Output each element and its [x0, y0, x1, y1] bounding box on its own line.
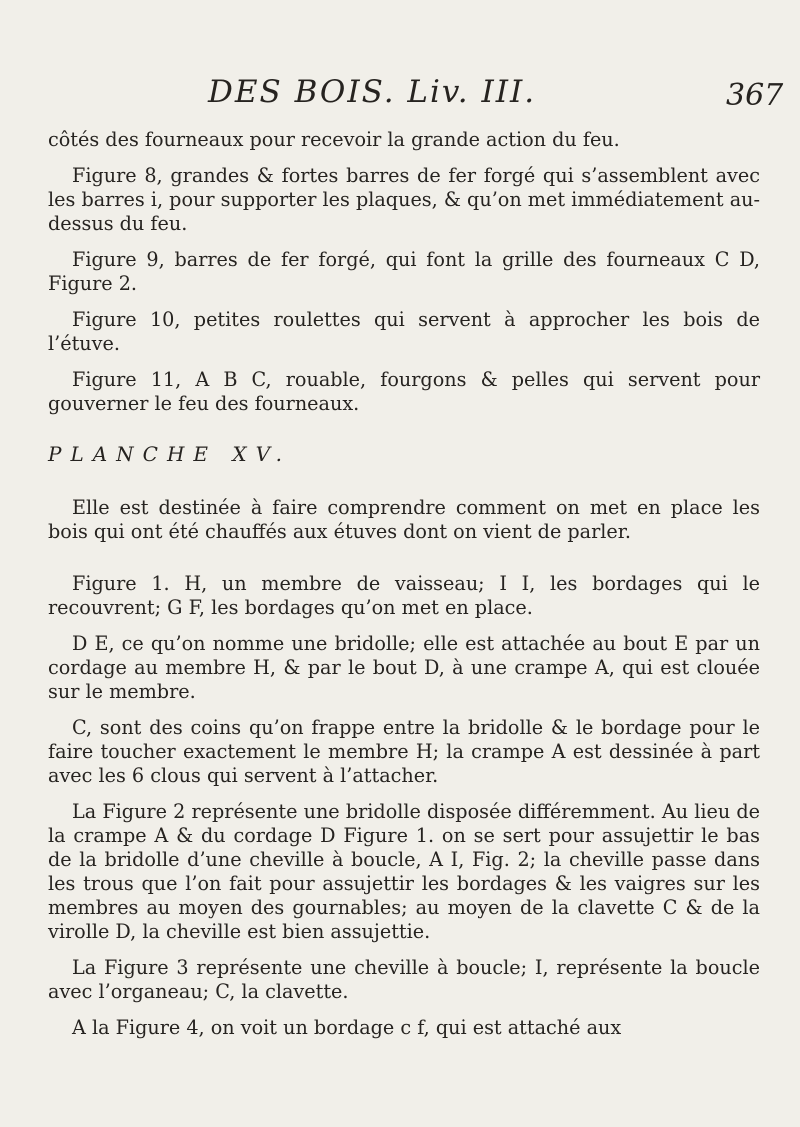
paragraph-figure-11: Figure 11, A B C, rouable, fourgons & pelles qui servent pour gouverner le feu des fourneaux. [48, 368, 760, 415]
paragraph-figure-2: La Figure 2 représente une bridolle disposée différemment. Au lieu de la crampe A & du cordage D Figure 1. on se sert pour assujettir le bas de la bridolle d’une cheville à boucle, A I, Fig. 2; la cheville passe dans les trous que l’on fait pour assujettir les bordages & les vaigres sur les membres au moyen des gournables; au moyen de la clavette C & de la virolle D, la cheville est bien assujettie. [48, 800, 760, 943]
paragraph-figure-1: Figure 1. H, un membre de vaisseau; I I, les bordages qui le recouvrent; G F, les bordages qu’on met en place. [48, 572, 760, 619]
paragraph-intro: Elle est destinée à faire comprendre comment on met en place les bois qui ont été chauffés aux étuves dont on vient de parler. [48, 496, 760, 543]
paragraph-continuation: côtés des fourneaux pour recevoir la grande action du feu. [48, 128, 620, 151]
paragraph-figure-8: Figure 8, grandes & fortes barres de fer forgé qui s’assemblent avec les barres i, pour supporter les plaques, & qu’on met immédiatement au-dessus du feu. [48, 164, 760, 235]
paragraph-figure-4: A la Figure 4, on voit un bordage c f, qui est attaché aux [72, 1016, 622, 1039]
paragraph-bridolle: D E, ce qu’on nomme une bridolle; elle est attachée au bout E par un cordage au membre H, & par le bout D, à une crampe A, qui est clouée sur le membre. [48, 632, 760, 703]
section-heading-planche-xv: PLANCHE XV. [48, 442, 291, 466]
paragraph-coins: C, sont des coins qu’on frappe entre la bridolle & le bordage pour le faire toucher exactement le membre H; la crampe A est dessinée à part avec les 6 clous qui servent à l’attacher. [48, 716, 760, 787]
running-header [0, 74, 800, 114]
paragraph-figure-10: Figure 10, petites roulettes qui servent à approcher les bois de l’étuve. [48, 308, 760, 355]
page-number: 367 [726, 78, 784, 113]
running-title: DES BOIS. Liv. III. [208, 74, 537, 110]
paragraph-figure-9: Figure 9, barres de fer forgé, qui font la grille des fourneaux C D, Figure 2. [48, 248, 760, 295]
body-text [48, 128, 760, 1052]
paragraph-figure-3: La Figure 3 représente une cheville à boucle; I, représente la boucle avec l’organeau; C, la clavette. [48, 956, 760, 1003]
